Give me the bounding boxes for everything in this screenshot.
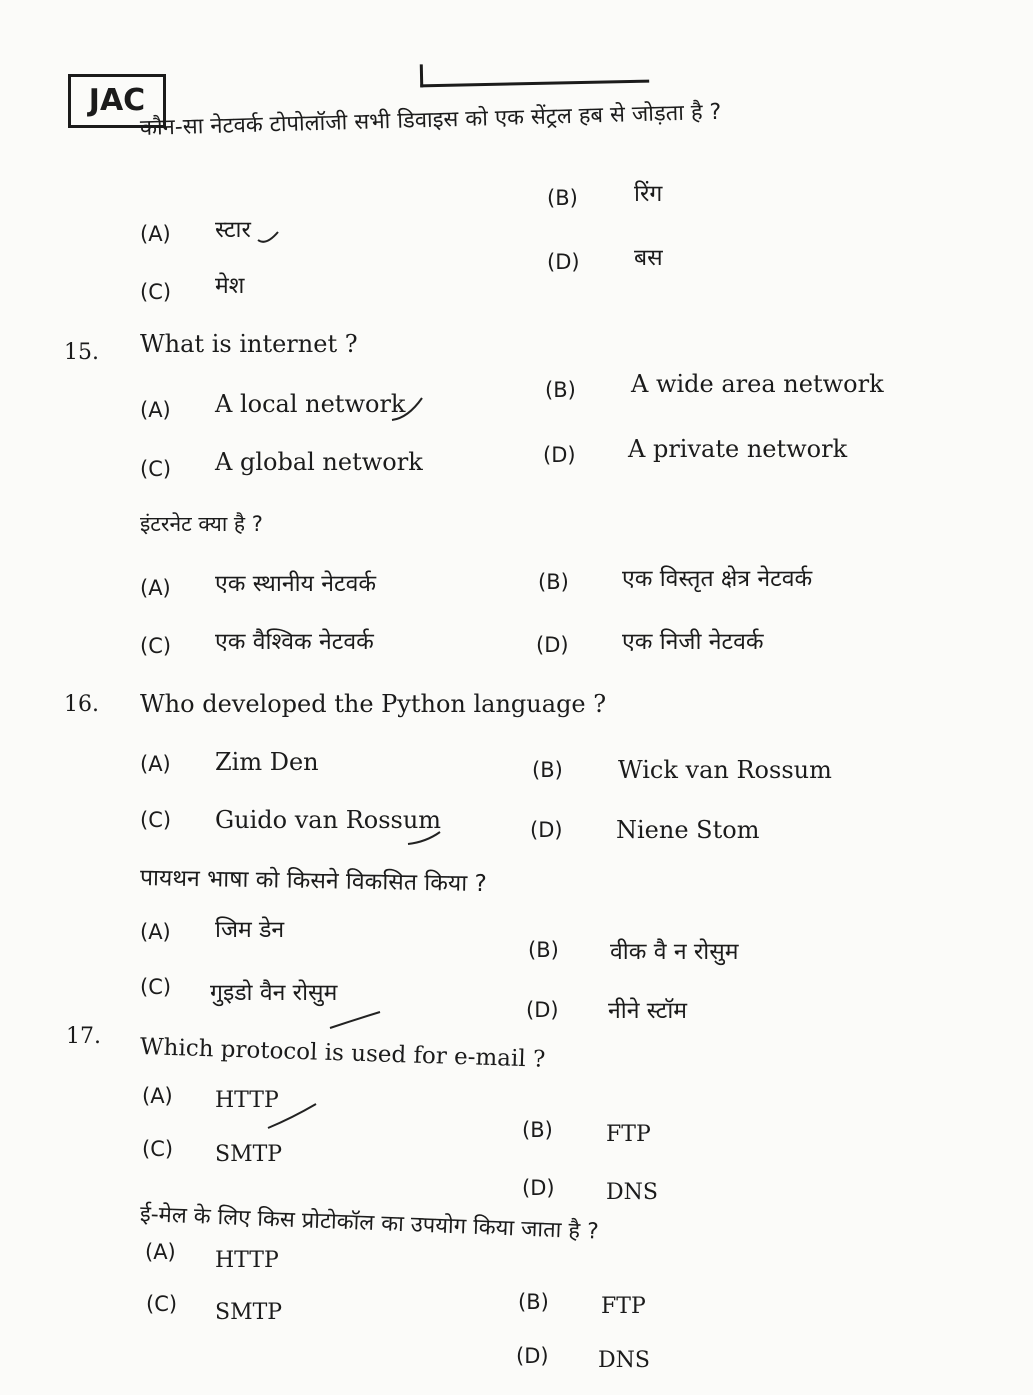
tick-mark-q17: [268, 1104, 316, 1128]
q15-en-option-d-text: A private network: [628, 435, 848, 463]
q16-en-option-c-text: Guido van Rossum: [215, 806, 442, 834]
q14-option-a-label: (A): [140, 222, 171, 246]
q15-hi-option-b-label: (B): [538, 570, 569, 594]
q16-en-option-b-label: (B): [532, 758, 563, 782]
q14-option-c-text: मेश: [215, 273, 245, 299]
tick-mark-q16: [408, 832, 440, 844]
q15-en-option-b-label: (B): [545, 378, 576, 402]
q15-en-option-c-text: A global network: [215, 448, 423, 476]
q17-hi-option-c-text: SMTP: [215, 1300, 283, 1325]
q14-option-c-label: (C): [140, 280, 172, 304]
q17-question-en: Which protocol is used for e-mail ?: [139, 1034, 546, 1073]
q17-hi-option-d-label: (D): [516, 1344, 549, 1368]
q17-hi-option-c-label: (C): [146, 1292, 178, 1316]
q17-en-option-d-text: DNS: [606, 1180, 658, 1205]
q17-hi-option-b-label: (B): [518, 1290, 549, 1314]
q16-hi-option-d-text: नीने स्टॉम: [608, 998, 688, 1024]
tick-mark-q16-hi: [330, 1012, 380, 1028]
q16-hi-option-b-label: (B): [528, 938, 559, 962]
q14-option-d-text: बस: [634, 245, 663, 271]
q16-hi-option-d-label: (D): [526, 998, 559, 1022]
q17-en-option-b-label: (B): [522, 1118, 553, 1142]
q16-en-option-d-label: (D): [530, 818, 563, 842]
tick-mark-q14: [258, 232, 278, 242]
q17-en-option-d-label: (D): [522, 1176, 555, 1200]
q17-en-option-b-text: FTP: [606, 1122, 651, 1147]
board-label: JAC: [68, 74, 166, 128]
q16-hi-option-c-label: (C): [140, 975, 172, 999]
q15-hi-option-d-text: एक निजी नेटवर्क: [622, 629, 764, 655]
q14-option-b-label: (B): [547, 186, 578, 210]
q15-hi-option-c-label: (C): [140, 634, 172, 658]
q15-hi-option-b-text: एक विस्तृत क्षेत्र नेटवर्क: [622, 566, 813, 592]
q15-hi-option-c-text: एक वैश्विक नेटवर्क: [215, 629, 374, 655]
q15-en-option-a-label: (A): [140, 398, 171, 422]
q15-en-option-a-text: A local network: [215, 390, 406, 418]
q17-hi-option-a-text: HTTP: [215, 1248, 279, 1273]
q16-hi-option-a-text: जिम डेन: [215, 917, 285, 943]
q15-en-option-c-label: (C): [140, 457, 172, 481]
q16-hi-option-a-label: (A): [140, 920, 171, 944]
q16-hi-option-b-text: वीक वै न रोसुम: [610, 939, 739, 965]
q14-option-b-text: रिंग: [634, 181, 663, 207]
q17-en-option-c-text: SMTP: [215, 1142, 283, 1167]
q17-en-option-a-text: HTTP: [215, 1088, 279, 1113]
q17-question-hi: ई-मेल के लिए किस प्रोटोकॉल का उपयोग किया जाता है ?: [139, 1202, 600, 1245]
q14-option-a-text: स्टार: [215, 217, 251, 243]
q15-en-option-d-label: (D): [543, 443, 576, 467]
q15-question-hi: इंटरनेट क्या है ?: [140, 512, 263, 536]
q16-hi-option-c-text: गुइडो वैन रोसुम: [210, 980, 338, 1006]
q14-option-d-label: (D): [547, 250, 580, 274]
q16-question-en: Who developed the Python language ?: [140, 690, 607, 718]
q15-hi-option-a-label: (A): [140, 576, 171, 600]
q16-en-option-d-text: Niene Stom: [616, 816, 760, 844]
q17-number: 17.: [66, 1024, 101, 1049]
q16-number: 16.: [64, 692, 99, 717]
q16-en-option-b-text: Wick van Rossum: [618, 756, 832, 784]
q15-number: 15.: [64, 340, 99, 365]
q17-hi-option-a-label: (A): [145, 1240, 176, 1264]
q15-hi-option-a-text: एक स्थानीय नेटवर्क: [215, 571, 377, 597]
q17-en-option-a-label: (A): [142, 1084, 173, 1108]
q16-en-option-a-text: Zim Den: [215, 748, 319, 776]
q17-hi-option-d-text: DNS: [598, 1348, 650, 1373]
tick-mark-q15: [392, 398, 422, 420]
q17-en-option-c-label: (C): [142, 1137, 174, 1161]
q17-hi-option-b-text: FTP: [601, 1294, 646, 1319]
q16-en-option-a-label: (A): [140, 752, 171, 776]
q16-en-option-c-label: (C): [140, 808, 172, 832]
q15-hi-option-d-label: (D): [536, 633, 569, 657]
q16-question-hi: पायथन भाषा को किसने विकसित किया ?: [139, 865, 487, 898]
q14-question-hi: कौन-सा नेटवर्क टोपोलॉजी सभी डिवाइस को एक सेंट्रल हब से जोड़ता है ?: [139, 99, 722, 141]
q15-en-option-b-text: A wide area network: [631, 370, 884, 398]
q15-question-en: What is internet ?: [140, 330, 358, 358]
